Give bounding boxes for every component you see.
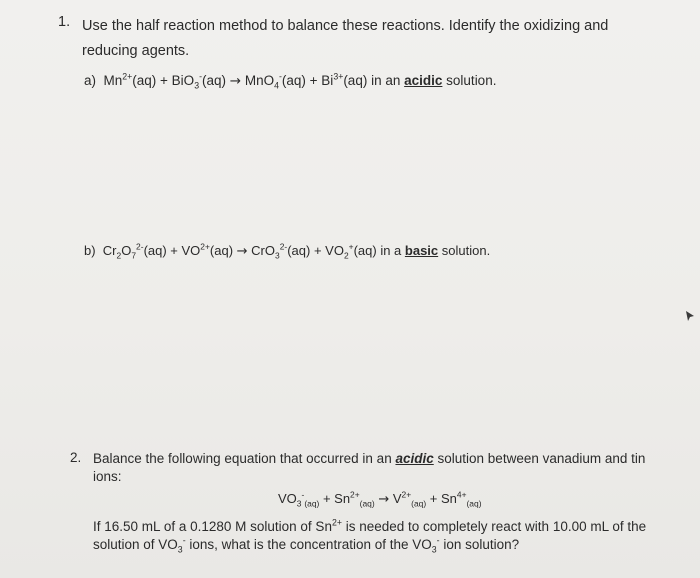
question-2-equation: $VO_3^-_{(aq)} + Sn^{2+}_{(aq)} \to V^{2+}_{(aq)} + Sn^{4+}_{(aq)}$ <box>278 489 482 509</box>
question-1a-reaction: a) $Mn^{2+}(aq) + BiO_3^-(aq) \to MnO_4^-(aq) + Bi^{3+}(aq)$ in an acidic solution. <box>84 71 497 91</box>
part-a-label: a) <box>84 73 97 88</box>
question-1b-reaction: b) $Cr_2O_7^{2-}(aq) + VO^{2+}(aq) \to CrO_3^{2-}(aq) + VO_2^+(aq)$ in a basic solution. <box>84 241 491 261</box>
question-2-problem-line1: If 16.50 mL of a 0.1280 M solution of $Sn^{2+}$ is needed to completely react with 10.00 mL of the <box>93 517 647 534</box>
mouse-cursor-icon <box>684 310 696 322</box>
question-1-number: 1. <box>58 14 71 30</box>
question-2-problem-line2: solution of $VO_3^-$ ions, what is the concentration of the $VO_3^-$ ion solution? <box>93 535 520 555</box>
condition-acidic-a: acidic <box>404 73 443 88</box>
condition-basic-b: basic <box>404 243 439 258</box>
question-2-number: 2. <box>70 450 82 465</box>
condition-acidic-q2: acidic <box>395 451 434 466</box>
question-1-prompt: Use the half reaction method to balance these reactions. Identify the oxidizing and reducing agents. <box>82 18 609 59</box>
part-b-label: b) <box>84 243 96 258</box>
question-2-prompt: Balance the following equation that occurred in an acidic solution between vanadium and tin ions: <box>93 451 646 484</box>
